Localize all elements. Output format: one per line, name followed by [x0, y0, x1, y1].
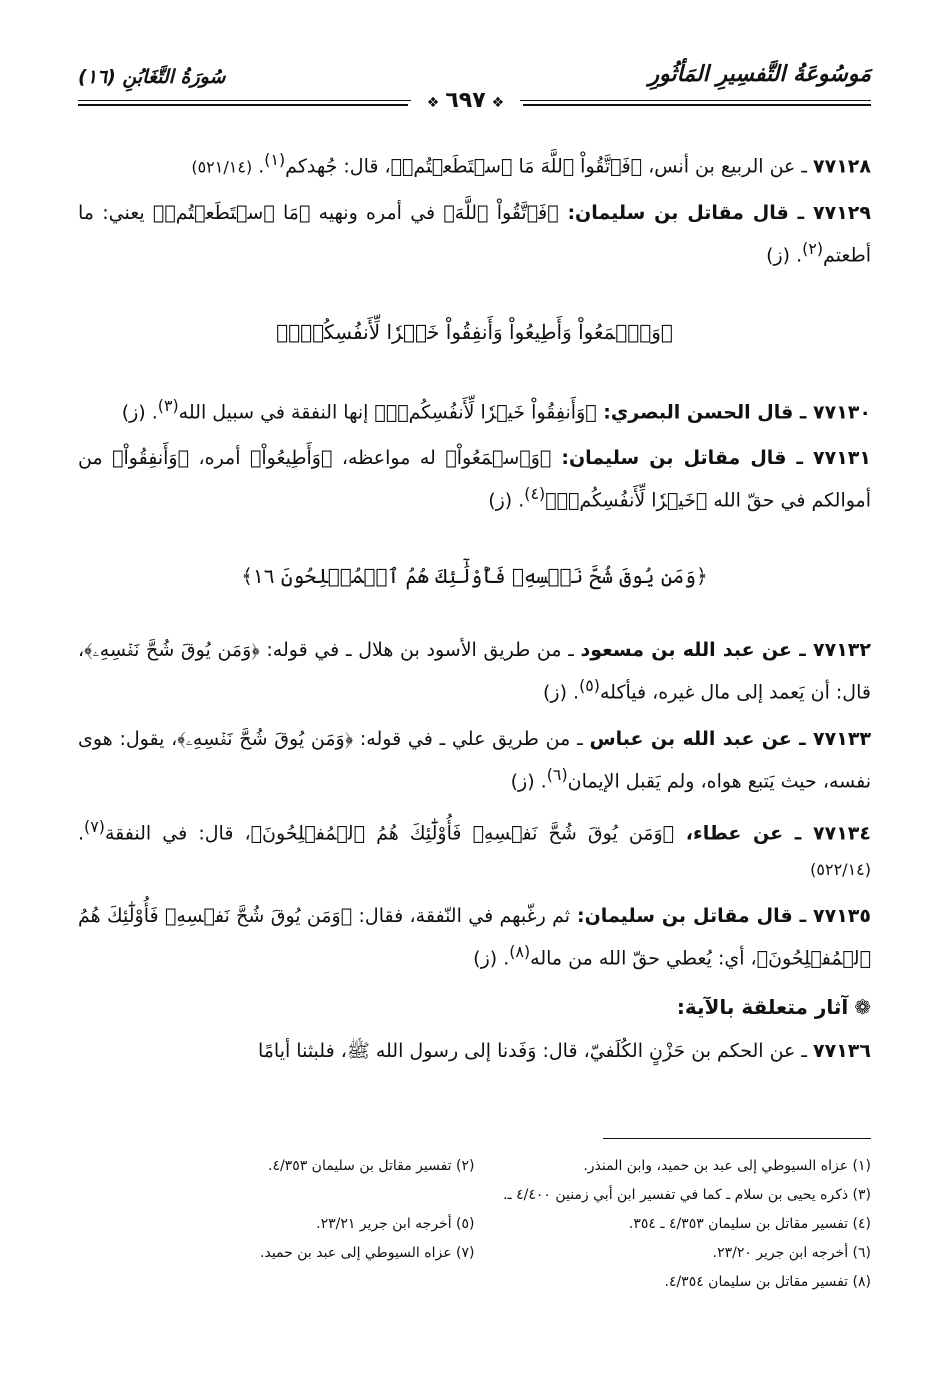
footnote-6: (٦) أخرجه ابن جرير ٢٣/٢٠.: [712, 1245, 871, 1261]
flower-ornament-icon: ❁: [854, 994, 871, 1019]
narration-entry: ٧٧١٣١ ـ قال مقاتل بن سليمان: ﴿وَٱسۡمَعُواْ﴾ له مواعظه، ﴿وَأَطِيعُواْ﴾ أمره، ﴿وَأَنفِقُواْ﴾ من أموالكم في حقّ الله ﴿خَيۡرٗا لِّأَنفُسِكُمۡۗ﴾$^{(٤)}$. (ز): [78, 446, 871, 512]
narration-number: ٧٧١٣٥: [813, 905, 871, 928]
narration-entry: ٧٧١٣٠ ـ قال الحسن البصري: ﴿وَأَنفِقُواْ خَيۡرٗا لِّأَنفُسِكُمۡۗ﴾ إنها النفقة في سبيل الله$^{(٣)}$. (ز): [121, 395, 871, 423]
narrator-name: ـ عن عبد الله بن عباس: [589, 727, 814, 750]
narration-text: ـ من طريق الأسود بن هلال ـ في قوله: ﴿وَمَن يُوقَ شُحَّ نَفۡسِهِۦ﴾، قال: أن يَعمد إلى مال غيره، فيأكله: [78, 639, 871, 704]
narration-text: ثم رغّبهم في النّفقة، فقال: ﴿وَمَن يُوقَ شُحَّ نَفۡسِهِۦ فَأُوْلَٰٓئِكَ هُمُ ٱلۡمُفۡلِحُونَ﴾، أي: يُعطي حقّ الله من ماله: [78, 905, 871, 970]
footnote-ref: (٨): [509, 942, 531, 962]
footnote-1: (١) عزاه السيوطي إلى عبد بن حميد، وابن المنذر.: [583, 1158, 871, 1174]
narration-number: ٧٧١٣١: [813, 446, 871, 469]
narrator-name: ـ عن عبد الله بن مسعود: [580, 639, 813, 662]
footnote-ref: (٦): [546, 764, 568, 784]
page-number: ❖٦٩٧❖: [411, 88, 520, 113]
narrator-name: ـ قال مقاتل بن سليمان:: [558, 202, 814, 225]
narration-number: ٧٧١٣٠: [813, 400, 871, 423]
footnote-ref: (٧): [84, 816, 105, 836]
narration-entry: ٧٧١٣٣ ـ عن عبد الله بن عباس ـ من طريق علي ـ في قوله: ﴿وَمَن يُوقَ شُحَّ نَفۡسِهِۦ﴾، يقول: هوى نفسه، حيث يَتبع هواه، ولم يَقبل الإيمان$^{(٦)}$. (ز): [78, 727, 872, 792]
narration-number: ٧٧١٣٤: [813, 822, 871, 845]
footnote-3: (٣) ذكره يحيى بن سلام ـ كما في تفسير ابن أبي زمنين ٤/٤٠٠ ـ.: [503, 1187, 871, 1203]
narrator-name: ـ قال الحسن البصري:: [596, 400, 814, 423]
footnote-ref: (١): [264, 150, 286, 169]
footnote-row: [78, 1152, 871, 1181]
narrator-name: ـ عن عطاء،: [674, 822, 813, 845]
main-text: [78, 142, 871, 1079]
narration-text: ﴿وَمَن يُوقَ شُحَّ نَفۡسِهِۦ فَأُوْلَٰٓئِكَ هُمُ ٱلۡمُفۡلِحُونَ﴾، قال: في النفقة: [104, 822, 675, 845]
quran-verse-heading: ﴿وَٱسۡمَعُواْ وَأَطِيعُواْ وَأَنفِقُواْ خَيۡرٗا لِّأَنفُسِكُمۡۗ﴾: [276, 319, 673, 344]
narration-entry: ٧٧١٣٥ ـ قال مقاتل بن سليمان: ثم رغّبهم في النّفقة، فقال: ﴿وَمَن يُوقَ شُحَّ نَفۡسِهِۦ فَأُوْلَٰٓئِكَ هُمُ ٱلۡمُفۡلِحُونَ﴾، أي: يُعطي حقّ الله من ماله$^{(٨)}$. (ز): [78, 905, 871, 970]
narration-text: ـ من طريق علي ـ في قوله: ﴿وَمَن يُوقَ شُحَّ نَفۡسِهِۦ﴾، يقول: هوى نفسه، حيث يَتبع هواه، ولم يَقبل الإيمان: [78, 727, 871, 792]
footnote-ref: (٤): [524, 483, 546, 503]
narration-number: ٧٧١٢٨: [813, 155, 871, 178]
footnotes: [78, 1152, 871, 1297]
narration-number: ٧٧١٣٦: [813, 1039, 871, 1062]
narrator-name: ـ قال مقاتل بن سليمان:: [570, 905, 814, 928]
surah-title: سُورَةُ التَّغَابُنِ (١٦): [78, 66, 226, 88]
narration-entry: ٧٧١٣٢ ـ عن عبد الله بن مسعود ـ من طريق الأسود بن هلال ـ في قوله: ﴿وَمَن يُوقَ شُحَّ نَفۡسِهِۦ﴾، قال: أن يَعمد إلى مال غيره، فيأكله$^{(٥)}$. (ز): [78, 639, 871, 704]
narrator-name: ـ قال مقاتل بن سليمان:: [551, 446, 814, 469]
narration-text: ﴿فَٱتَّقُواْ ٱللَّهَ﴾ في أمره ونهيه ﴿مَا ٱسۡتَطَعۡتُمۡ﴾ يعني: ما أطعتم: [78, 202, 871, 267]
narration-text: ـ عن الحكم بن حَزْنٍ الكُلَفيّ، قال: وَفَدنا إلى رسول الله ﷺ، فلبثنا أيامًا: [257, 1039, 814, 1062]
narration-text: ﴿وَأَنفِقُواْ خَيۡرٗا لِّأَنفُسِكُمۡۗ﴾ إنها النفقة في سبيل الله: [178, 400, 597, 423]
footnote-7: (٧) عزاه السيوطي إلى عبد بن حميد.: [260, 1245, 475, 1261]
section-heading: ❁آثار متعلقة بالآية:: [676, 994, 871, 1019]
source-reference: (٥٢٢/١٤): [810, 860, 871, 880]
footnote-row: [78, 1239, 871, 1268]
narration-number: ٧٧١٣٣: [813, 727, 872, 750]
footnote-row: [78, 1181, 871, 1210]
narration-number: ٧٧١٢٩: [813, 202, 871, 225]
footnote-8: (٨) تفسير مقاتل بن سليمان ٤/٣٥٤.: [664, 1274, 871, 1290]
narration-number: ٧٧١٣٢: [813, 639, 871, 662]
footnote-2: (٢) تفسير مقاتل بن سليمان ٤/٣٥٣.: [267, 1158, 475, 1174]
footnote-row: [78, 1268, 871, 1297]
footnote-ref: (٥): [579, 676, 600, 696]
footnote-ref: (٢): [802, 239, 824, 259]
narration-entry: ٧٧١٣٤ ـ عن عطاء، ﴿وَمَن يُوقَ شُحَّ نَفۡسِهِۦ فَأُوْلَٰٓئِكَ هُمُ ٱلۡمُفۡلِحُونَ﴾، قال: في النفقة$^{(٧)}$. (٥٢٢/١٤): [78, 816, 871, 880]
narration-entry: ٧٧١٢٩ ـ قال مقاتل بن سليمان: ﴿فَٱتَّقُواْ ٱللَّهَ﴾ في أمره ونهيه ﴿مَا ٱسۡتَطَعۡتُمۡ﴾ يعني: ما أطعتم$^{(٢)}$. (ز): [78, 202, 871, 267]
quran-verse-heading: ﴿وَمَن يُوقَ شُحَّ نَفۡسِهِۦ فَأُوْلَٰٓئِكَ هُمُ ٱلۡمُفۡلِحُونَ ١٦﴾: [241, 564, 708, 589]
footnote-ref: (٣): [157, 395, 179, 415]
narration-entry: [78, 1033, 871, 1069]
ornament-icon: ❖: [491, 95, 505, 111]
footnote-4: (٤) تفسير مقاتل بن سليمان ٤/٣٥٣ ـ ٣٥٤.: [628, 1216, 871, 1232]
footnote-rule: [603, 1138, 871, 1139]
source-reference: (٥٢١/١٤): [191, 157, 253, 177]
narration-entry: ٧٧١٢٨ ـ عن الربيع بن أنس، ﴿فَٱتَّقُواْ ٱللَّهَ مَا ٱسۡتَطَعۡتُمۡ﴾، قال: جُهدكم$^{(١)}$. (٥٢١/١٤): [191, 150, 871, 178]
footnote-5: (٥) أخرجه ابن جرير ٢٣/٢١.: [316, 1216, 475, 1232]
narration-text: ﴿وَٱسۡمَعُواْ﴾ له مواعظه، ﴿وَأَطِيعُواْ﴾ أمره، ﴿وَأَنفِقُواْ﴾ من أموالكم في حقّ الله ﴿خَيۡرٗا لِّأَنفُسِكُمۡۗ﴾: [78, 446, 871, 512]
book-title: مَوسُوعَةُ التَّفسِيرِ المَأثُورِ: [648, 62, 871, 87]
page-number-wrap: [0, 88, 931, 113]
ornament-icon: ❖: [426, 95, 440, 111]
footnote-row: [78, 1210, 871, 1239]
narration-text: ـ عن الربيع بن أنس، ﴿فَٱتَّقُواْ ٱللَّهَ مَا ٱسۡتَطَعۡتُمۡ﴾، قال: جُهدكم: [285, 155, 814, 178]
